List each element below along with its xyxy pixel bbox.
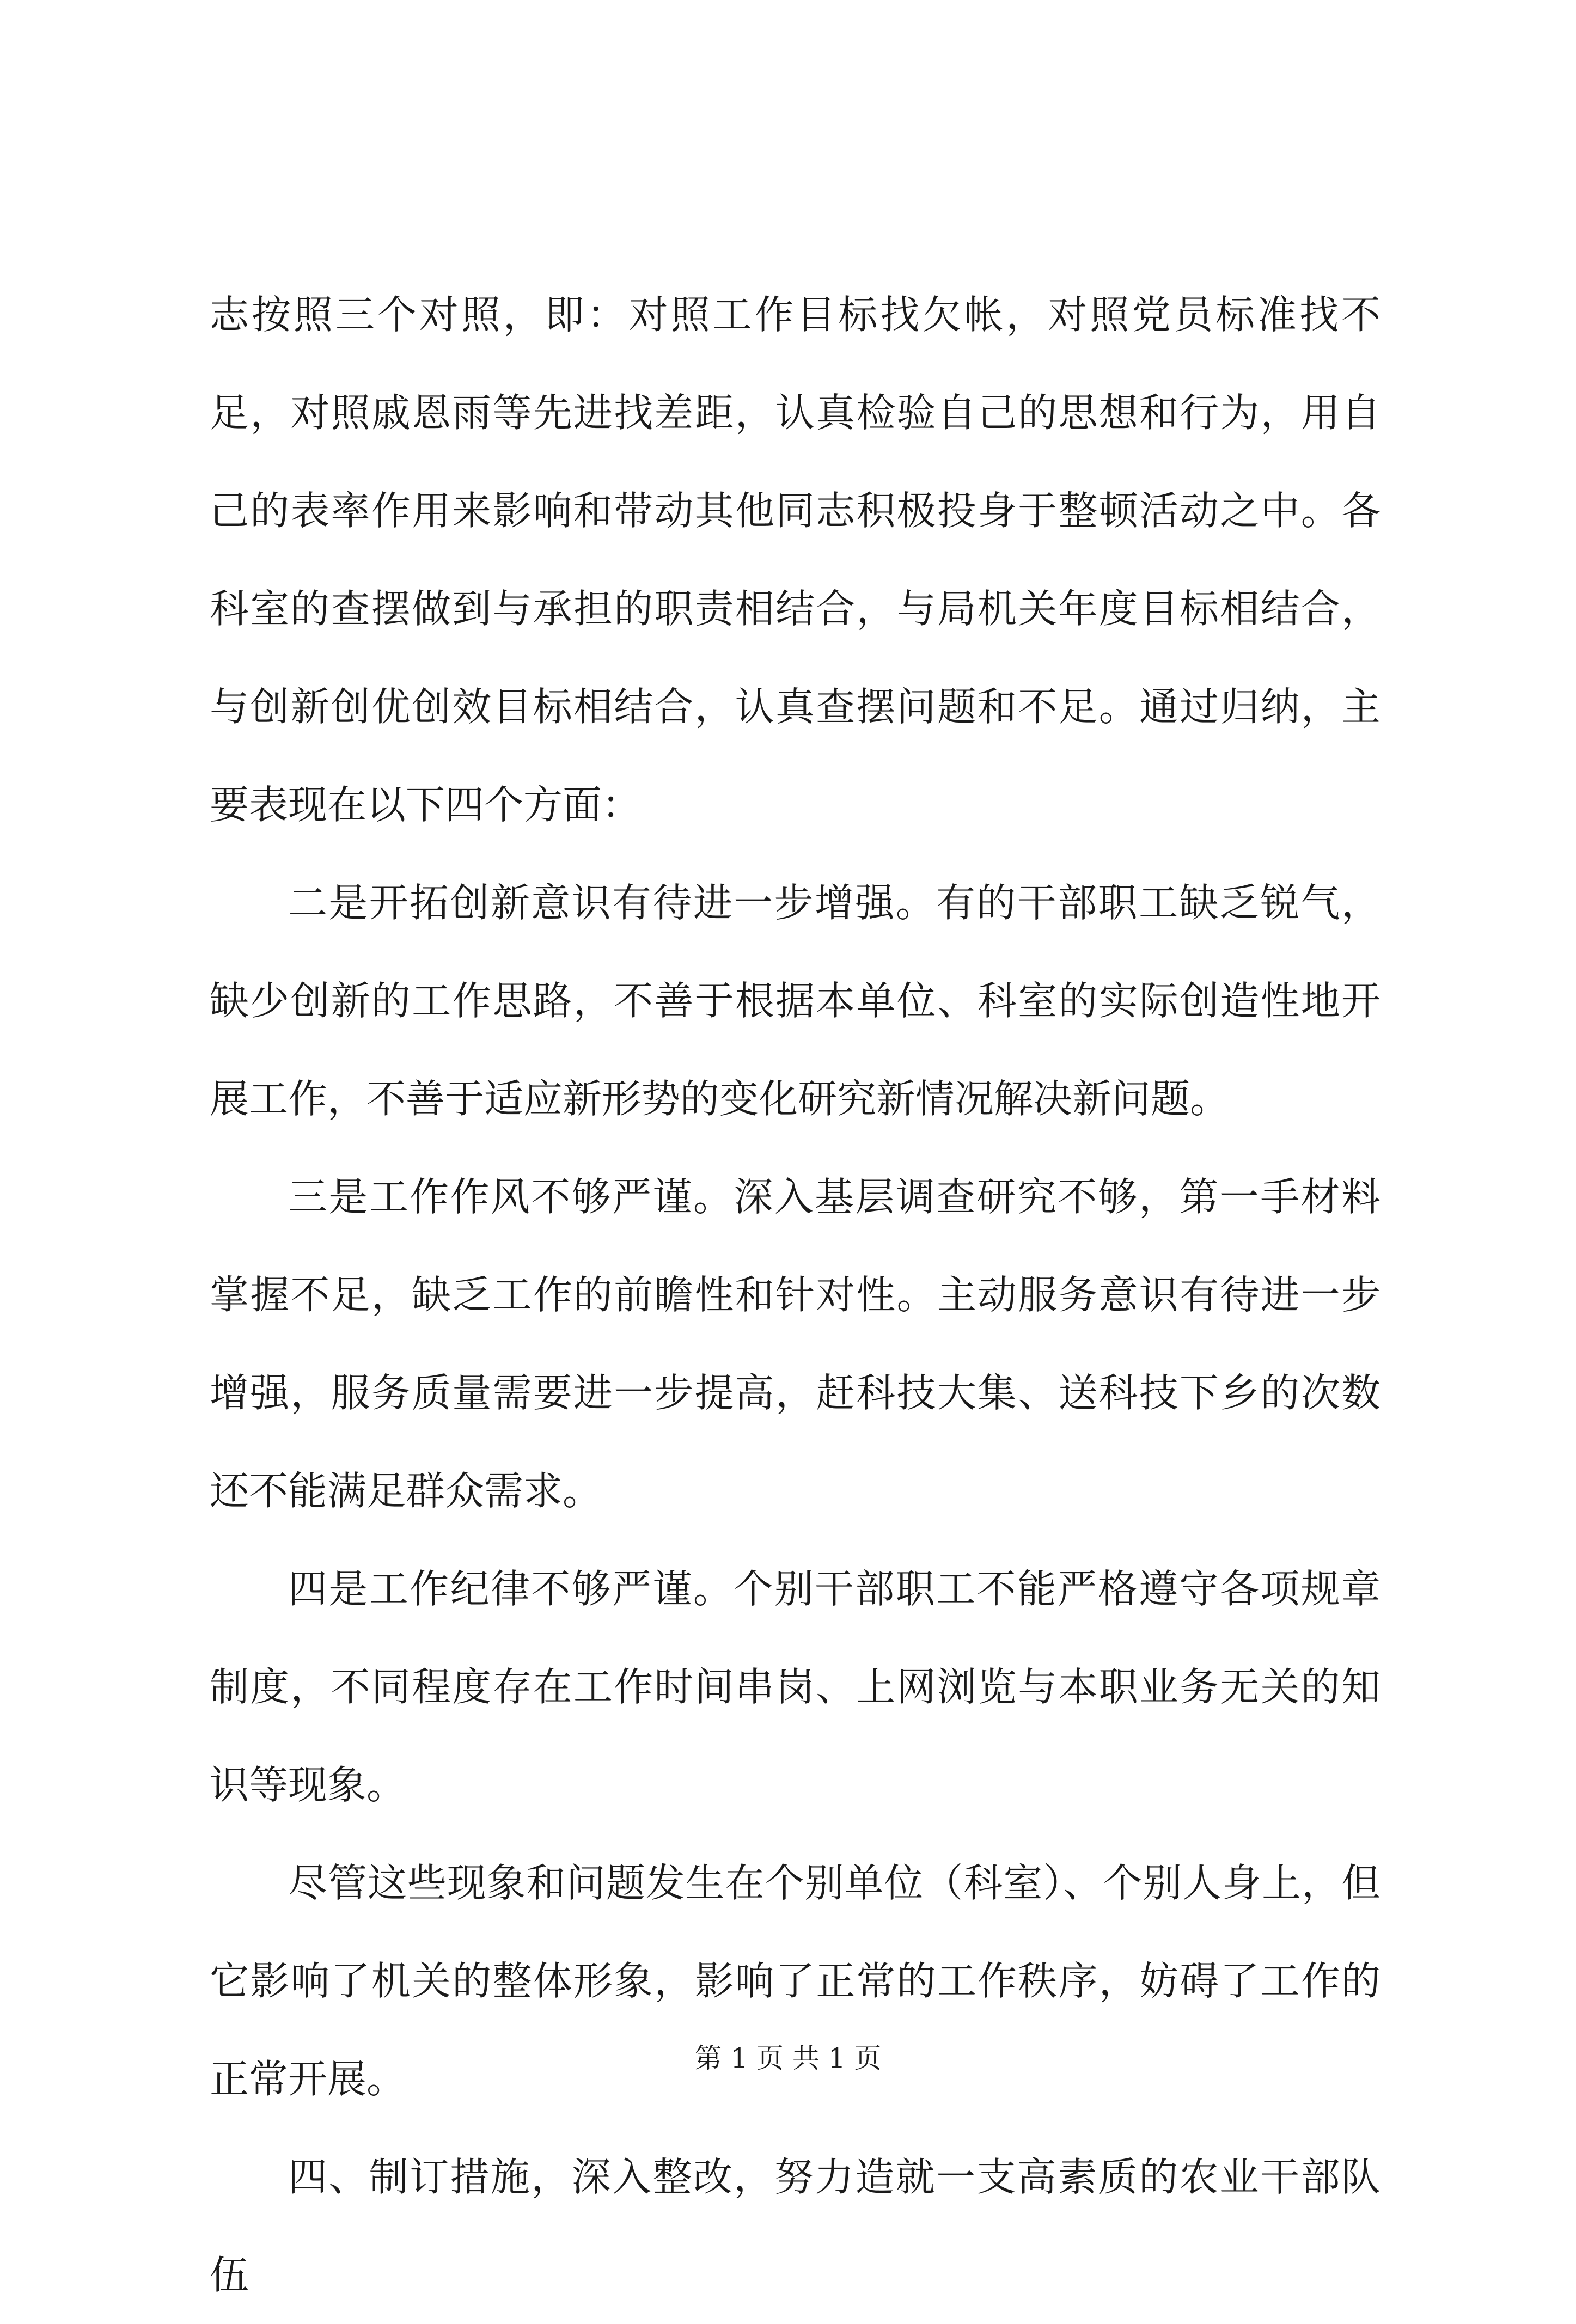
document-body xyxy=(210,266,1380,2324)
section-heading-4: 四、制订措施，深入整改，努力造就一支高素质的农业干部队伍 xyxy=(210,2154,1380,2298)
paragraph-2: 二是开拓创新意识有待进一步增强。有的干部职工缺乏锐气，缺少创新的工作思路，不善于根据本单位、科室的实际创造性地开展工作，不善于适应新形势的变化研究新情况解决新问题。 xyxy=(210,880,1380,1122)
paragraph-5: 尽管这些现象和问题发生在个别单位（科室）、个别人身上，但它影响了机关的整体形象，影响了正常的工作秩序，妨碍了工作的正常开展。 xyxy=(210,1860,1380,2102)
paragraph-3: 三是工作作风不够严谨。深入基层调查研究不够，第一手材料掌握不足，缺乏工作的前瞻性和针对性。主动服务意识有待进一步增强，服务质量需要进一步提高，赶科技大集、送科技下乡的次数还不能满足群众需求。 xyxy=(210,1174,1380,1514)
paragraph-4: 四是工作纪律不够严谨。个别干部职工不能严格遵守各项规章制度，不同程度存在工作时间串岗、上网浏览与本职业务无关的知识等现象。 xyxy=(210,1566,1380,1808)
paragraph-1: 志按照三个对照，即：对照工作目标找欠帐，对照党员标准找不足，对照戚恩雨等先进找差距，认真检验自己的思想和行为，用自己的表率作用来影响和带动其他同志积极投身于整顿活动之中。各科室的查摆做到与承担的职责相结合，与局机关年度目标相结合，与创新创优创效目标相结合，认真查摆问题和不足。通过归纳，主要表现在以下四个方面： xyxy=(210,292,1380,828)
page-number-footer: 第 1 页 共 1 页 xyxy=(694,2042,882,2074)
